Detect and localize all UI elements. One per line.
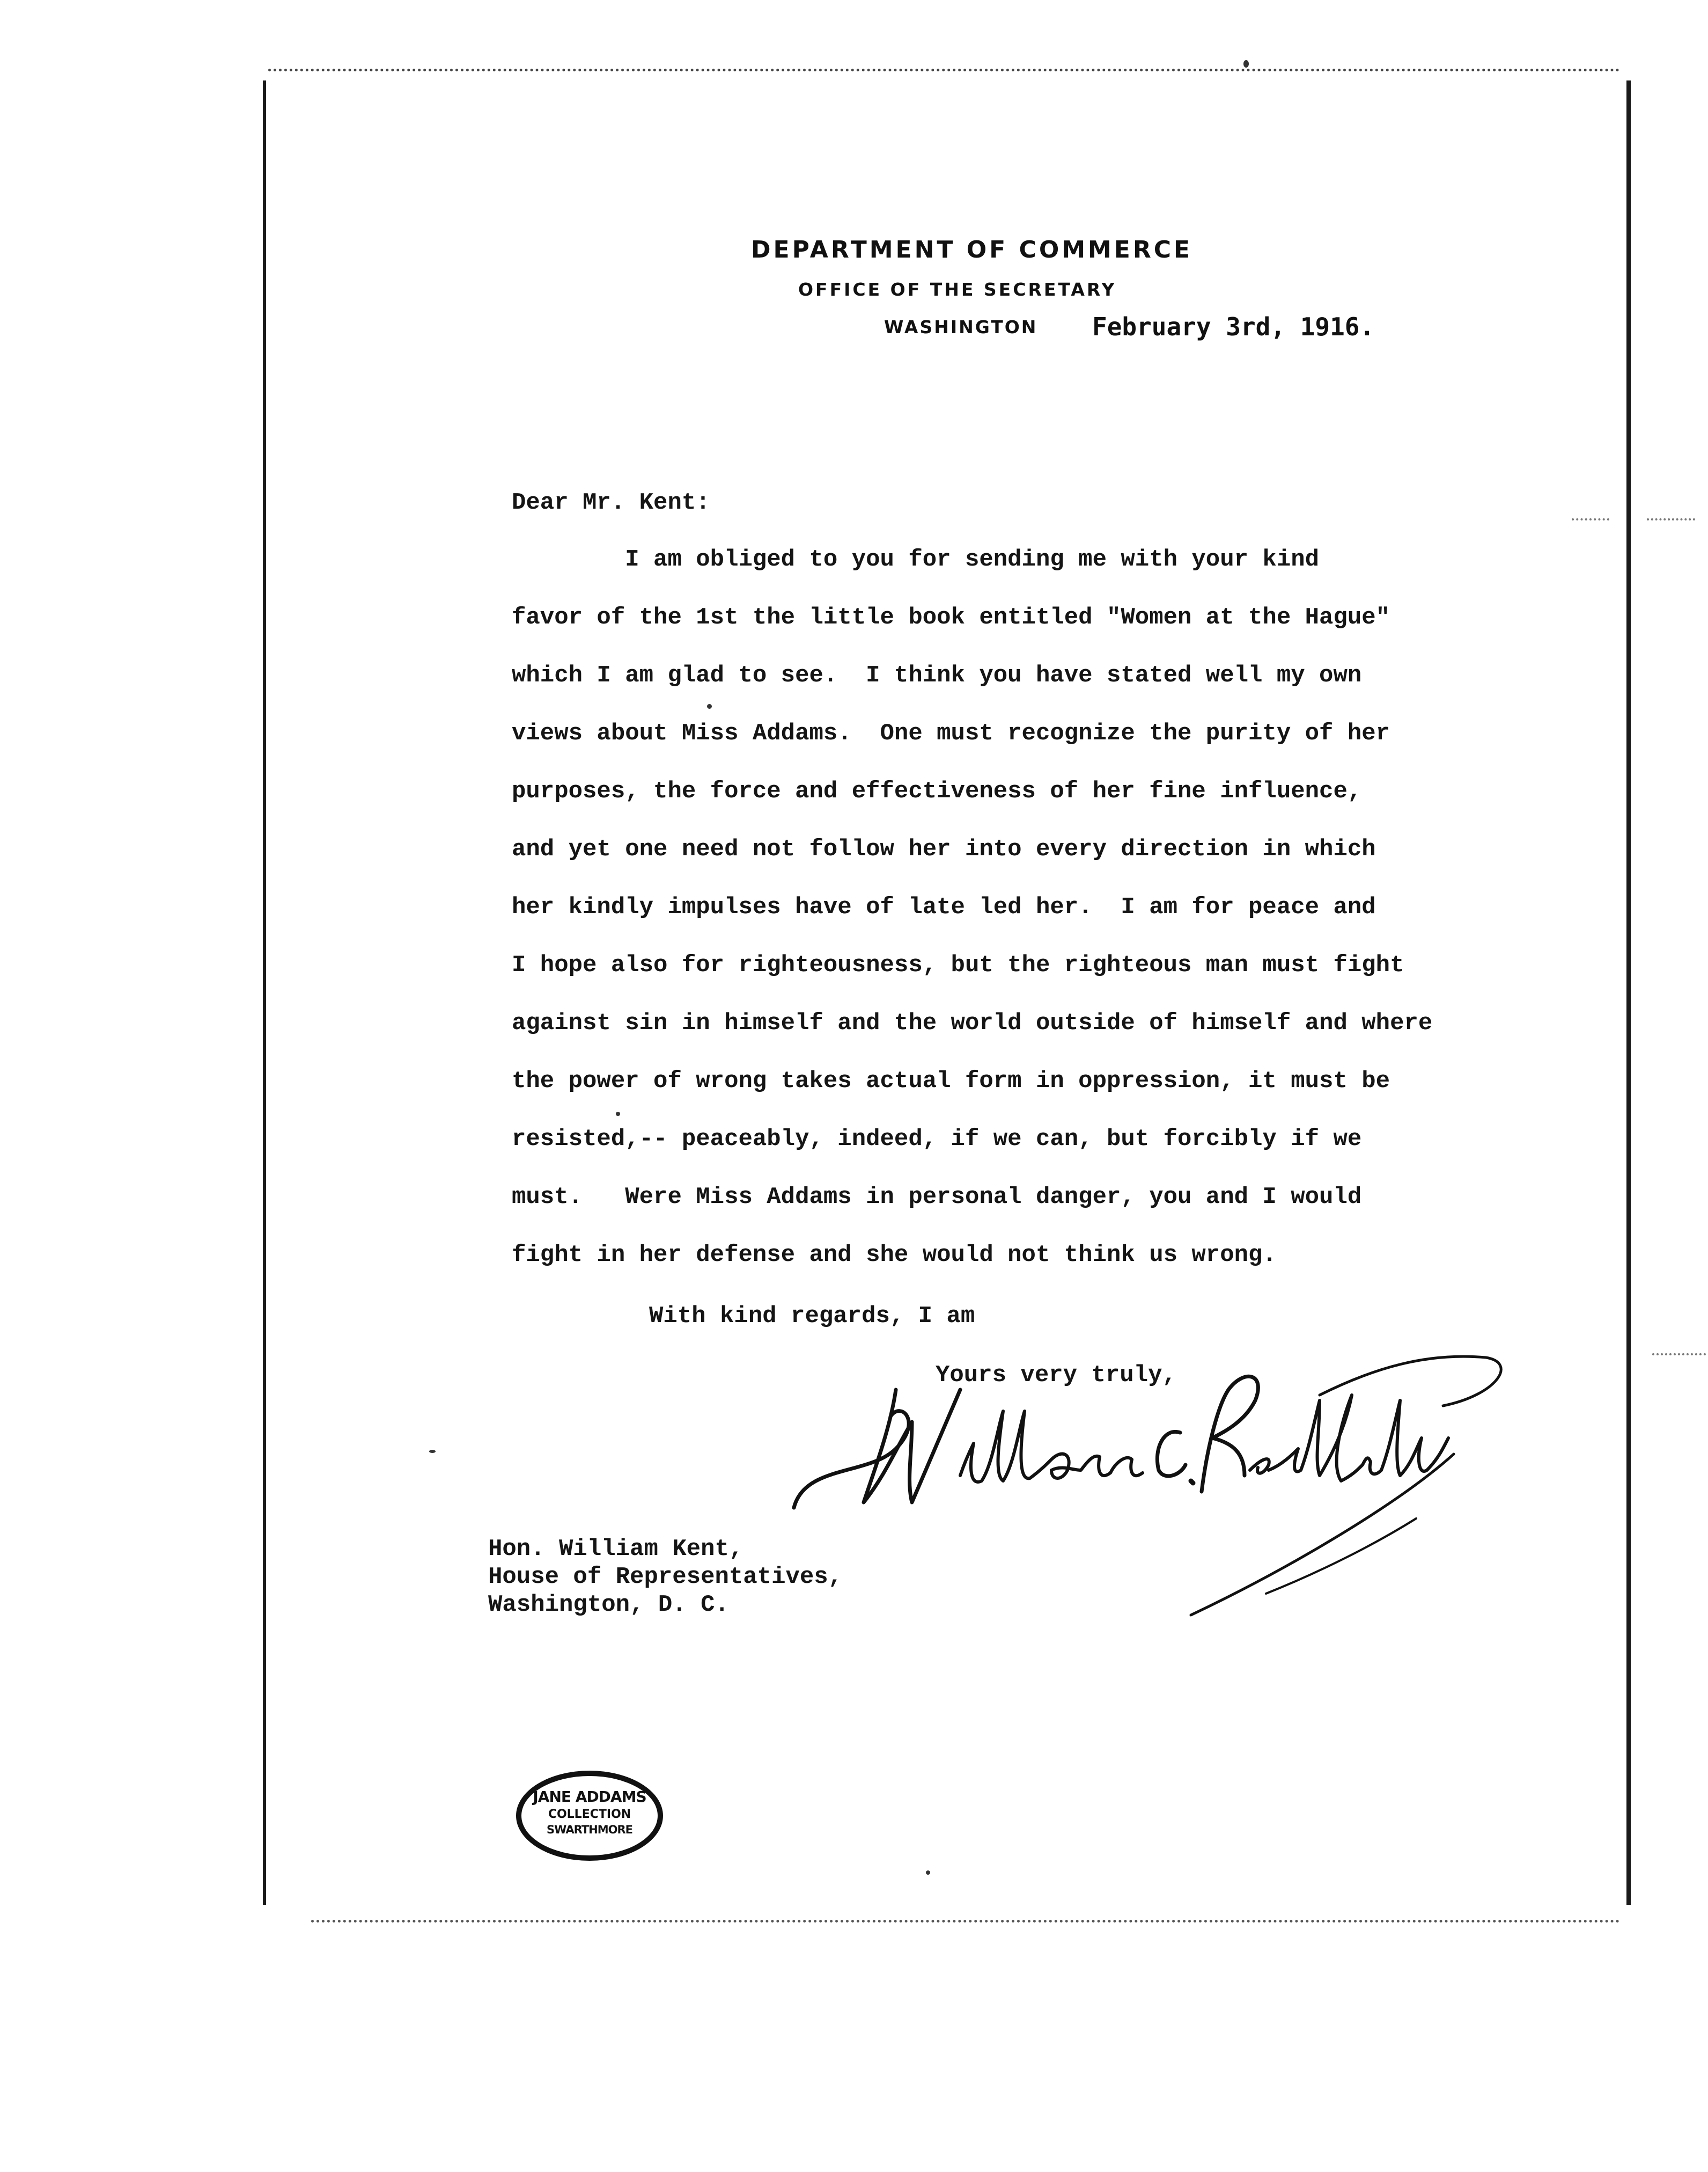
closing: Yours very truly, [936,1362,1176,1389]
body-line: against sin in himself and the world outside of himself and where [512,1010,1433,1037]
letterhead-office: OFFICE OF THE SECRETARY [798,279,1117,300]
body-line: resisted,-- peaceably, indeed, if we can, but forcibly if we [512,1126,1362,1153]
margin-mark [1647,518,1695,520]
recipient-office: House of Representatives, [488,1564,843,1590]
body-line: I am obliged to you for sending me with your kind [512,546,1320,573]
document-page [263,80,1631,1905]
top-edge-rule [268,69,1620,71]
body-line: which I am glad to see. I think you have stated well my own [512,662,1362,689]
body-line: fight in her defense and she would not think us wrong. [512,1242,1277,1268]
closing-regards: With kind regards, I am [649,1303,975,1330]
body-line: the power of wrong takes actual form in oppression, it must be [512,1068,1390,1095]
handwritten-signature [783,1341,1588,1631]
body-line: I hope also for righteousness, but the righteous man must fight [512,952,1404,979]
letterhead-city: WASHINGTON [884,317,1038,337]
archive-stamp [516,1771,663,1861]
speck [707,704,712,709]
stamp-line: COLLECTION [548,1808,631,1821]
body-line: must. Were Miss Addams in personal danger, you and I would [512,1184,1362,1210]
body-line: purposes, the force and effectiveness of her fine influence, [512,778,1362,805]
stamp-line: SWARTHMORE [547,1823,632,1836]
speck [616,1112,620,1116]
stamp-line: JANE ADDAMS [533,1788,646,1806]
body-line: views about Miss Addams. One must recognize the purity of her [512,720,1390,747]
letterhead-department: DEPARTMENT OF COMMERCE [751,236,1193,263]
speck [926,1870,930,1875]
speck [429,1450,436,1453]
body-line: her kindly impulses have of late led her. I am for peace and [512,894,1376,921]
letter-date: February 3rd, 1916. [1092,312,1375,341]
salutation: Dear Mr. Kent: [512,489,710,516]
recipient-city: Washington, D. C. [488,1591,729,1618]
body-line: favor of the 1st the little book entitled "Women at the Hague" [512,604,1390,631]
margin-mark [1652,1353,1706,1355]
bottom-edge-rule [311,1920,1620,1922]
speck [1243,60,1249,68]
body-line: and yet one need not follow her into every direction in which [512,836,1376,863]
recipient-name: Hon. William Kent, [488,1536,743,1562]
margin-mark [1572,518,1609,520]
